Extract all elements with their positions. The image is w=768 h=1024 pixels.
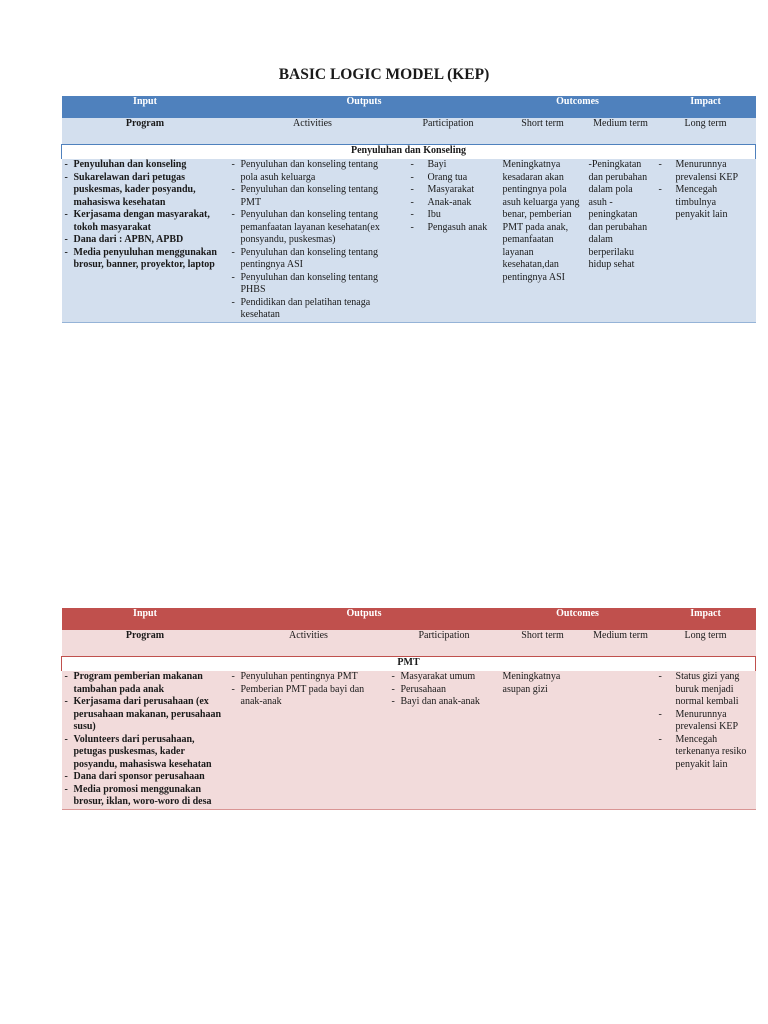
list-item: - Penyuluhan dan konseling tentang PHBS: [232, 272, 394, 297]
list-item: - Pemberian PMT pada bayi dan anak-anak: [232, 684, 386, 709]
long-term-cell: [656, 159, 756, 322]
subheader-long-term: Long term: [656, 630, 756, 657]
program-list: [65, 159, 226, 272]
list-item: - Anak-anak: [411, 197, 497, 210]
section-title: Penyuluhan dan Konseling: [62, 145, 756, 160]
header-outcomes: Outcomes: [500, 608, 656, 630]
short-term-cell: Meningkatnya asupan gizi: [500, 671, 586, 809]
list-item: - Mencegah terkenanya resiko penyakit lain: [659, 734, 753, 772]
list-item: - Pengasuh anak: [411, 222, 497, 235]
logic-model-table-pmt: [61, 608, 756, 810]
list-item: - Media promosi menggunakan brosur, iklan, woro-woro di desa: [65, 784, 226, 809]
section-row: [62, 145, 756, 160]
list-item: - Perusahaan: [392, 684, 497, 697]
subheader-long-term: Long term: [656, 118, 756, 145]
medium-term-cell: [586, 671, 656, 809]
list-item: - Penyuluhan dan konseling tentang pola asuh keluarga: [232, 159, 394, 184]
header-row: [62, 608, 756, 630]
list-item: - Masyarakat: [411, 184, 497, 197]
list-item: - Bayi dan anak-anak: [392, 696, 497, 709]
header-impact: Impact: [656, 608, 756, 630]
list-item: - Menurunnya prevalensi KEP: [659, 159, 753, 184]
list-item: - Penyuluhan dan konseling: [65, 159, 226, 172]
activities-cell: [229, 159, 397, 322]
logic-model-table-penyuluhan: [61, 96, 756, 323]
list-item: - Masyarakat umum: [392, 671, 497, 684]
list-item: - Bayi: [411, 159, 497, 172]
header-outputs: Outputs: [229, 96, 500, 118]
list-item: - Pendidikan dan pelatihan tenaga kesehatan: [232, 297, 394, 322]
list-item: - Media penyuluhan menggunakan brosur, banner, proyektor, laptop: [65, 247, 226, 272]
header-row: [62, 96, 756, 118]
list-item: - Penyuluhan pentingnya PMT: [232, 671, 386, 684]
list-item: - Kerjasama dengan masyarakat, tokoh masyarakat: [65, 209, 226, 234]
content-row: [62, 159, 756, 322]
list-item: - Program pemberian makanan tambahan pada anak: [65, 671, 226, 696]
medium-term-text: -Peningkatan dan perubahan dalam pola asuh -peningkatan dan perubahan dalam berperilaku hidup sehat: [588, 159, 648, 270]
subheader-activities: Activities: [229, 630, 389, 657]
subheader-row: [62, 630, 756, 657]
list-item: - Kerjasama dari perusahaan (ex perusahaan makanan, perusahaan susu): [65, 696, 226, 734]
header-outputs: Outputs: [229, 608, 500, 630]
header-input: Input: [62, 608, 229, 630]
program-cell: [62, 671, 229, 809]
page-title: BASIC LOGIC MODEL (KEP): [278, 66, 490, 83]
list-item: - Sukarelawan dari petugas puskesmas, kader posyandu, mahasiswa kesehatan: [65, 172, 226, 210]
subheader-participation: Participation: [397, 118, 500, 145]
list-item: - Menurunnya prevalensi KEP: [659, 709, 753, 734]
subheader-participation: Participation: [389, 630, 500, 657]
header-outcomes: Outcomes: [500, 96, 656, 118]
long-term-cell: [656, 671, 756, 809]
participation-cell: [389, 671, 500, 809]
participation-list: [411, 159, 497, 234]
activities-cell: [229, 671, 389, 809]
short-term-cell: Meningkatnya kesadaran akan pentingnya pola asuh keluarga yang benar, pemberian PMT pada anak, pemanfaatan layanan kesehatan,dan pentingnya ASI: [500, 159, 586, 322]
subheader-row: [62, 118, 756, 145]
subheader-short-term: Short term: [500, 630, 586, 657]
list-item: - Orang tua: [411, 172, 497, 185]
subheader-activities: Activities: [229, 118, 397, 145]
medium-term-cell: [586, 159, 656, 322]
subheader-medium-term: Medium term: [586, 630, 656, 657]
long-term-list: [659, 159, 753, 222]
list-item: - Ibu: [411, 209, 497, 222]
subheader-short-term: Short term: [500, 118, 586, 145]
activities-list: [232, 159, 394, 322]
program-list: [65, 671, 226, 809]
list-item: - Mencegah timbulnya penyakit lain: [659, 184, 753, 222]
subheader-medium-term: Medium term: [586, 118, 656, 145]
header-input: Input: [62, 96, 229, 118]
subheader-program: Program: [62, 118, 229, 145]
activities-list: [232, 671, 386, 709]
participation-list: [392, 671, 497, 709]
list-item: - Dana dari : APBN, APBD: [65, 234, 226, 247]
list-item: - Penyuluhan dan konseling tentang PMT: [232, 184, 394, 209]
list-item: - Penyuluhan dan konseling tentang pemanfaatan layanan kesehatan(ex ponsyandu, puskesmas): [232, 209, 394, 247]
header-impact: Impact: [656, 96, 756, 118]
section-title: PMT: [62, 657, 756, 672]
long-term-list: [659, 671, 753, 771]
content-row: [62, 671, 756, 809]
list-item: - Penyuluhan dan konseling tentang pentingnya ASI: [232, 247, 394, 272]
program-cell: [62, 159, 229, 322]
list-item: - Volunteers dari perusahaan, petugas puskesmas, kader posyandu, mahasiswa kesehatan: [65, 734, 226, 772]
list-item: - Dana dari sponsor perusahaan: [65, 771, 226, 784]
section-row: [62, 657, 756, 672]
participation-cell: [397, 159, 500, 322]
list-item: - Status gizi yang buruk menjadi normal kembali: [659, 671, 753, 709]
subheader-program: Program: [62, 630, 229, 657]
